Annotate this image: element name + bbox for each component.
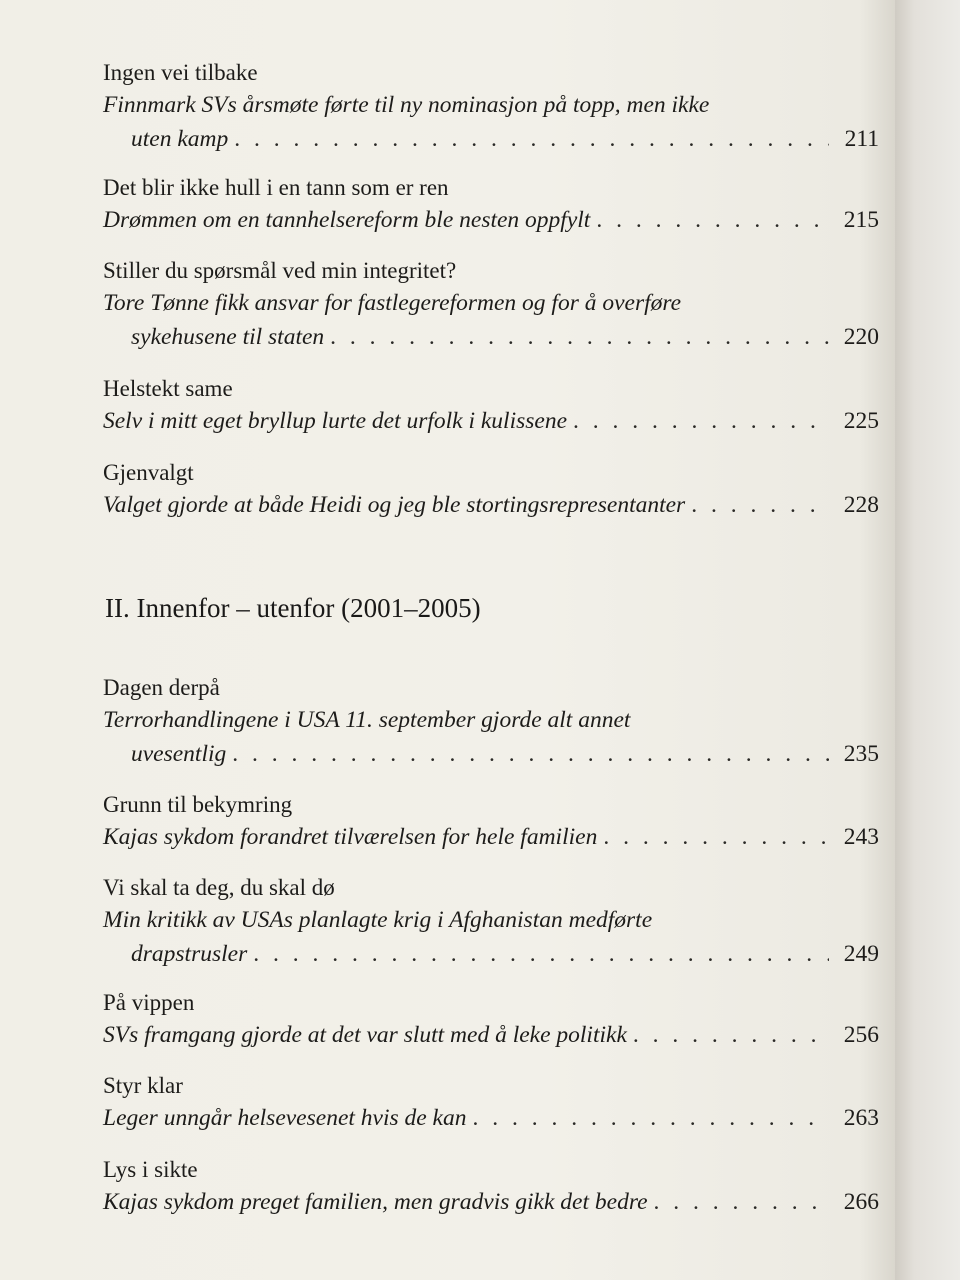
- toc-entry: [103, 58, 879, 156]
- page-number: 235: [843, 741, 879, 767]
- dot-leader: [654, 1185, 829, 1215]
- toc-entry: [103, 256, 879, 354]
- page-number: 263: [843, 1105, 879, 1131]
- dot-leader: [330, 320, 829, 350]
- chapter-subtitle: Valget gjorde at både Heidi og jeg ble stortingsrepresentanter: [103, 492, 686, 518]
- chapter-title: På vippen: [103, 990, 195, 1015]
- page-number: 243: [843, 824, 879, 850]
- chapter-subtitle: Leger unngår helsevesenet hvis de kan: [103, 1105, 467, 1131]
- chapter-subtitle: Min kritikk av USAs planlagte krig i Afghanistan medførte: [103, 907, 653, 933]
- toc-entry: [103, 374, 879, 438]
- page-number: 266: [843, 1189, 879, 1215]
- dot-leader: [234, 122, 829, 152]
- section-heading: II. Innenfor – utenfor (2001–2005): [105, 593, 481, 623]
- toc-entry: [103, 790, 879, 854]
- chapter-subtitle-cont: uvesentlig: [131, 741, 227, 767]
- toc-entry: [103, 173, 879, 237]
- chapter-title: Det blir ikke hull i en tann som er ren: [103, 175, 449, 200]
- chapter-subtitle: Drømmen om en tannhelsereform ble nesten oppfylt: [103, 207, 591, 233]
- chapter-title: Styr klar: [103, 1073, 183, 1098]
- chapter-subtitle: Kajas sykdom forandret tilværelsen for hele familien: [103, 824, 598, 850]
- toc-entry: [103, 988, 879, 1052]
- toc-entry: [103, 873, 879, 971]
- chapter-subtitle-cont: sykehusene til staten: [131, 324, 325, 350]
- page-number: 211: [844, 126, 879, 152]
- chapter-subtitle: Terrorhandlingene i USA 11. september gjorde alt annet: [103, 707, 631, 733]
- toc-entry: [103, 1155, 879, 1219]
- page-number: 215: [843, 207, 879, 233]
- dot-leader: [691, 488, 829, 518]
- toc-entry: [103, 1071, 879, 1135]
- dot-leader: [253, 937, 829, 967]
- dot-leader: [573, 404, 829, 434]
- chapter-title: Vi skal ta deg, du skal dø: [103, 875, 335, 900]
- chapter-title: Helstekt same: [103, 376, 233, 401]
- chapter-subtitle: SVs framgang gjorde at det var slutt med å leke politikk: [103, 1022, 627, 1048]
- dot-leader: [633, 1018, 829, 1048]
- page-number: 256: [843, 1022, 879, 1048]
- chapter-title: Grunn til bekymring: [103, 792, 293, 817]
- chapter-subtitle-cont: uten kamp: [131, 126, 229, 152]
- chapter-title: Gjenvalgt: [103, 460, 194, 485]
- toc-entry: [103, 673, 879, 771]
- toc-entry: [103, 458, 879, 522]
- dot-leader: [232, 737, 829, 767]
- dot-leader: [596, 203, 829, 233]
- chapter-title: Dagen derpå: [103, 675, 220, 700]
- next-page-edge: [895, 0, 960, 1280]
- chapter-subtitle: Selv i mitt eget bryllup lurte det urfolk i kulissene: [103, 408, 568, 434]
- page-number: 220: [843, 324, 879, 350]
- chapter-subtitle: Kajas sykdom preget familien, men gradvis gikk det bedre: [103, 1189, 648, 1215]
- page-number: 228: [843, 492, 879, 518]
- page-number: 225: [843, 408, 879, 434]
- chapter-subtitle: Tore Tønne fikk ansvar for fastlegereformen og for å overføre: [103, 290, 682, 316]
- dot-leader: [603, 820, 829, 850]
- page-number: 249: [843, 941, 879, 967]
- chapter-title: Ingen vei tilbake: [103, 60, 258, 85]
- chapter-title: Stiller du spørsmål ved min integritet?: [103, 258, 457, 283]
- chapter-subtitle: Finnmark SVs årsmøte førte til ny nominasjon på topp, men ikke: [103, 92, 710, 118]
- dot-leader: [473, 1101, 830, 1131]
- chapter-subtitle-cont: drapstrusler: [131, 941, 248, 967]
- chapter-title: Lys i sikte: [103, 1157, 198, 1182]
